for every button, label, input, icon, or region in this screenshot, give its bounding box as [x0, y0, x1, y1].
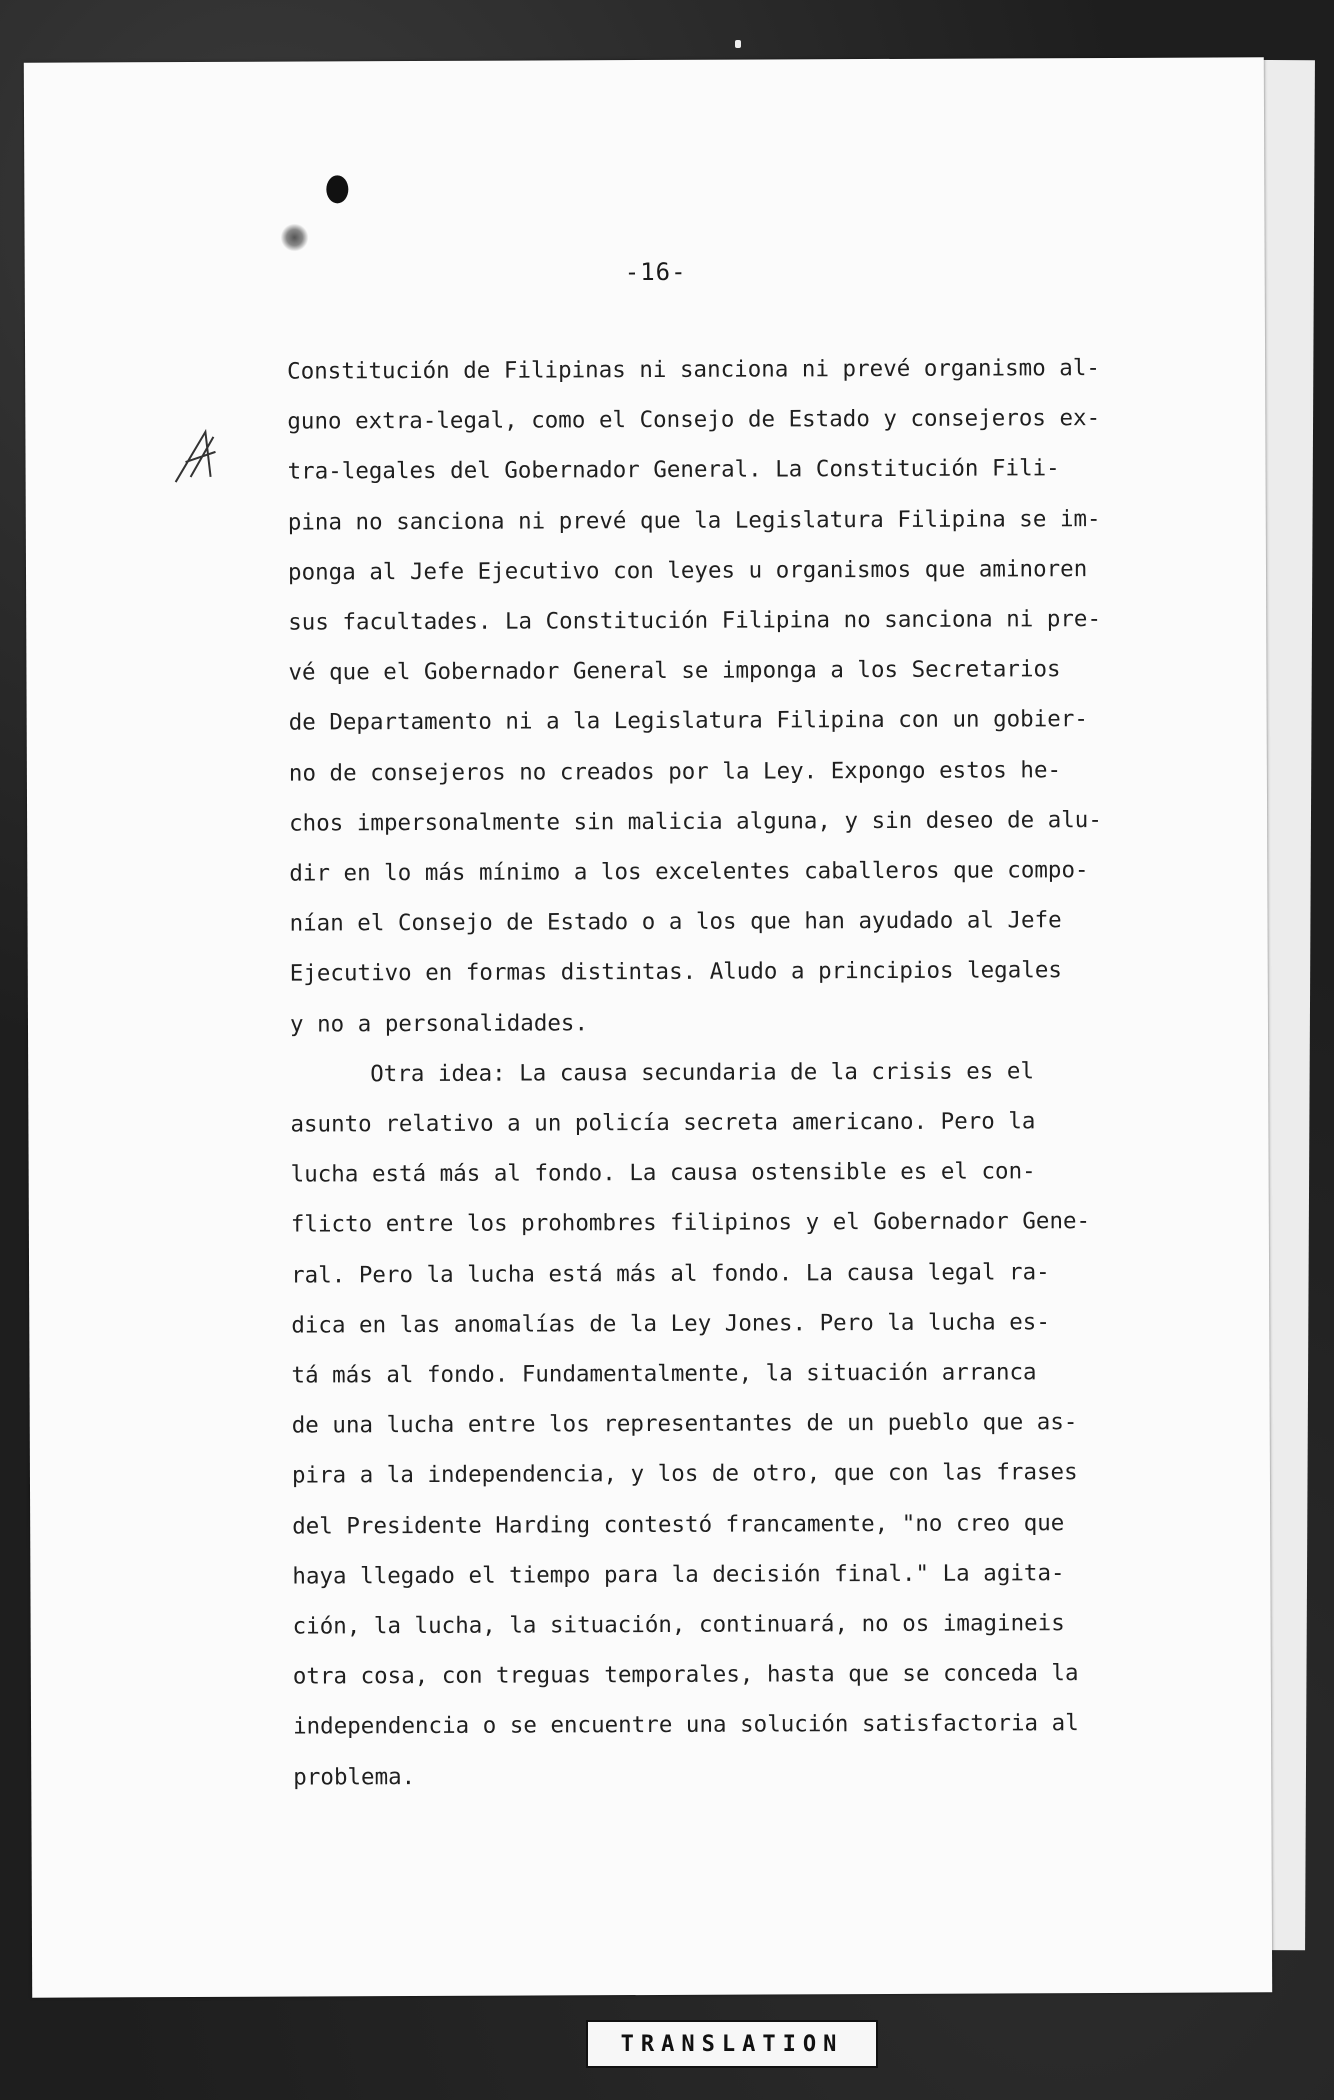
top-tab-mark	[735, 40, 741, 48]
text-line: otra cosa, con treguas temporales, hasta que se conceda la	[292, 1660, 1079, 1690]
text-line: tra-legales del Gobernador General. La Constitución Fili-	[287, 455, 1060, 485]
text-line: lucha está más al fondo. La causa ostensible es el con-	[290, 1158, 1036, 1188]
text-line: ponga al Jefe Ejecutivo con leyes u organismos que aminoren	[287, 555, 1088, 586]
body-text	[287, 343, 1213, 1803]
text-line: haya llegado el tiempo para la decisión final." La agita-	[292, 1560, 1065, 1590]
text-line: guno extra-legal, como el Consejo de Estado y consejeros ex-	[287, 405, 1101, 435]
text-line: dica en las anomalías de la Ley Jones. Pero la lucha es-	[291, 1309, 1050, 1339]
text-line: asunto relativo a un policía secreta americano. Pero la	[290, 1108, 1036, 1138]
translation-stamp: TRANSLATION	[586, 2020, 878, 2068]
ink-blot	[326, 175, 348, 203]
text-line: del Presidente Harding contestó francamente, "no creo que	[292, 1509, 1065, 1540]
text-line: no de consejeros no creados por la Ley. Expongo estos he-	[288, 756, 1062, 787]
text-line: independencia o se encuentre una solución satisfactoria al	[292, 1710, 1079, 1741]
text-line: ción, la lucha, la situación, continuará, no os imagineis	[292, 1610, 1065, 1640]
text-line: de Departamento ni a la Legislatura Filipina con un gobier-	[288, 706, 1088, 736]
paragraph-container	[287, 343, 1213, 1803]
text-line: Constitución de Filipinas ni sanciona ni prevé organismo al-	[287, 355, 1100, 385]
text-line: dir en lo más mínimo a los excelentes caballeros que compo-	[289, 857, 1089, 887]
text-line: Ejecutivo en formas distintas. Aludo a principios legales	[289, 957, 1062, 987]
text-line: de una lucha entre los representantes de un pueblo que as-	[291, 1409, 1078, 1439]
text-line: y no a personalidades.	[289, 1009, 589, 1038]
ink-smudge	[280, 223, 308, 251]
handwritten-mark-icon	[165, 422, 225, 492]
text-line: Otra idea: La causa secundaria de la crisis es el	[370, 1058, 1035, 1088]
text-line: tá más al fondo. Fundamentalmente, la situación arranca	[291, 1359, 1037, 1389]
text-line: pira a la independencia, y los de otro, que con las frases	[291, 1459, 1078, 1490]
text-line: chos impersonalmente sin malicia alguna, y sin deseo de alu-	[289, 806, 1102, 837]
document-page	[24, 57, 1272, 1997]
page-number: -16-	[624, 257, 687, 287]
text-line: problema.	[293, 1763, 416, 1791]
text-line: pina no sanciona ni prevé que la Legislatura Filipina se im-	[287, 505, 1101, 536]
text-line: sus facultades. La Constitución Filipina no sanciona ni pre-	[288, 606, 1102, 636]
text-line: nían el Consejo de Estado o a los que han ayudado al Jefe	[289, 907, 1062, 937]
text-line: vé que el Gobernador General se imponga a los Secretarios	[288, 656, 1061, 686]
text-line: flicto entre los prohombres filipinos y el Gobernador Gene-	[290, 1208, 1091, 1239]
text-line: ral. Pero la lucha está más al fondo. La causa legal ra-	[291, 1258, 1050, 1289]
